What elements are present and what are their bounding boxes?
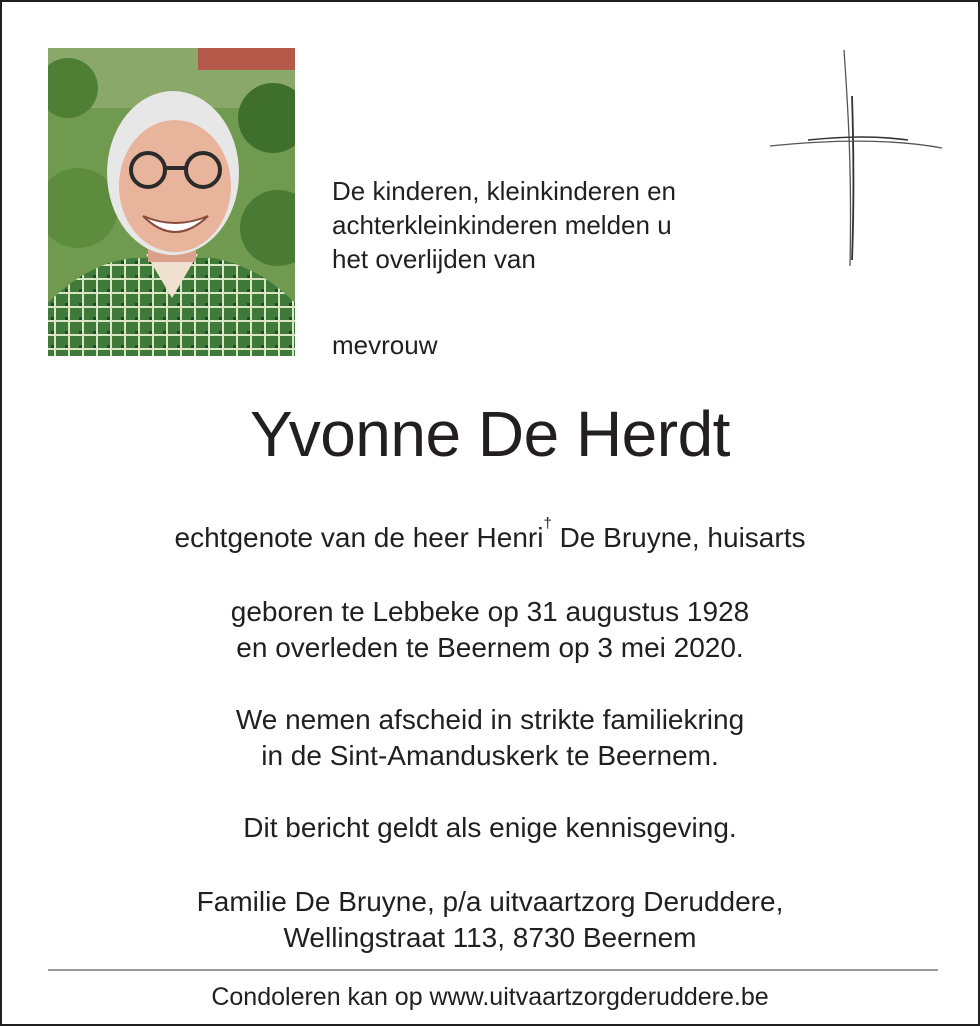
sender-address — [2, 884, 978, 956]
life-dates — [2, 594, 978, 666]
deceased-dagger: † — [543, 515, 552, 532]
birth-line: geboren te Lebbeke op 31 augustus 1928 — [230, 596, 750, 627]
deceased-name: Yvonne De Herdt — [250, 398, 730, 470]
spouse-suffix: De Bruyne, huisarts — [559, 522, 806, 553]
portrait-photo — [48, 48, 295, 356]
notice-line: Dit bericht geldt als enige kennisgeving. — [243, 812, 737, 843]
intro-line-1: De kinderen, kleinkinderen en — [332, 176, 676, 206]
intro-line-2: achterkleinkinderen melden u — [332, 210, 672, 240]
announcement-intro — [332, 174, 752, 276]
ceremony-line-1: We nemen afscheid in strikte familiekring — [235, 704, 745, 735]
condolence-link[interactable]: Condoleren kan op www.uitvaartzorgderuddere.be — [211, 983, 769, 1011]
ceremony-line-2: in de Sint-Amanduskerk te Beernem. — [261, 740, 719, 771]
footer-divider — [48, 969, 938, 971]
death-line: en overleden te Beernem op 3 mei 2020. — [236, 632, 744, 663]
spouse-text — [2, 515, 978, 556]
intro-line-3: het overlijden van — [332, 244, 536, 274]
spouse-prefix: echtgenote van de heer Henri — [174, 522, 544, 553]
sender-line-2: Wellingstraat 113, 8730 Beernem — [283, 922, 697, 953]
cross-icon — [768, 48, 944, 270]
spouse-line — [2, 515, 978, 556]
ceremony-info — [2, 702, 978, 774]
sender-line-1: Familie De Bruyne, p/a uitvaartzorg Deruddere, — [196, 886, 784, 917]
title-prefix: mevrouw — [332, 330, 438, 360]
